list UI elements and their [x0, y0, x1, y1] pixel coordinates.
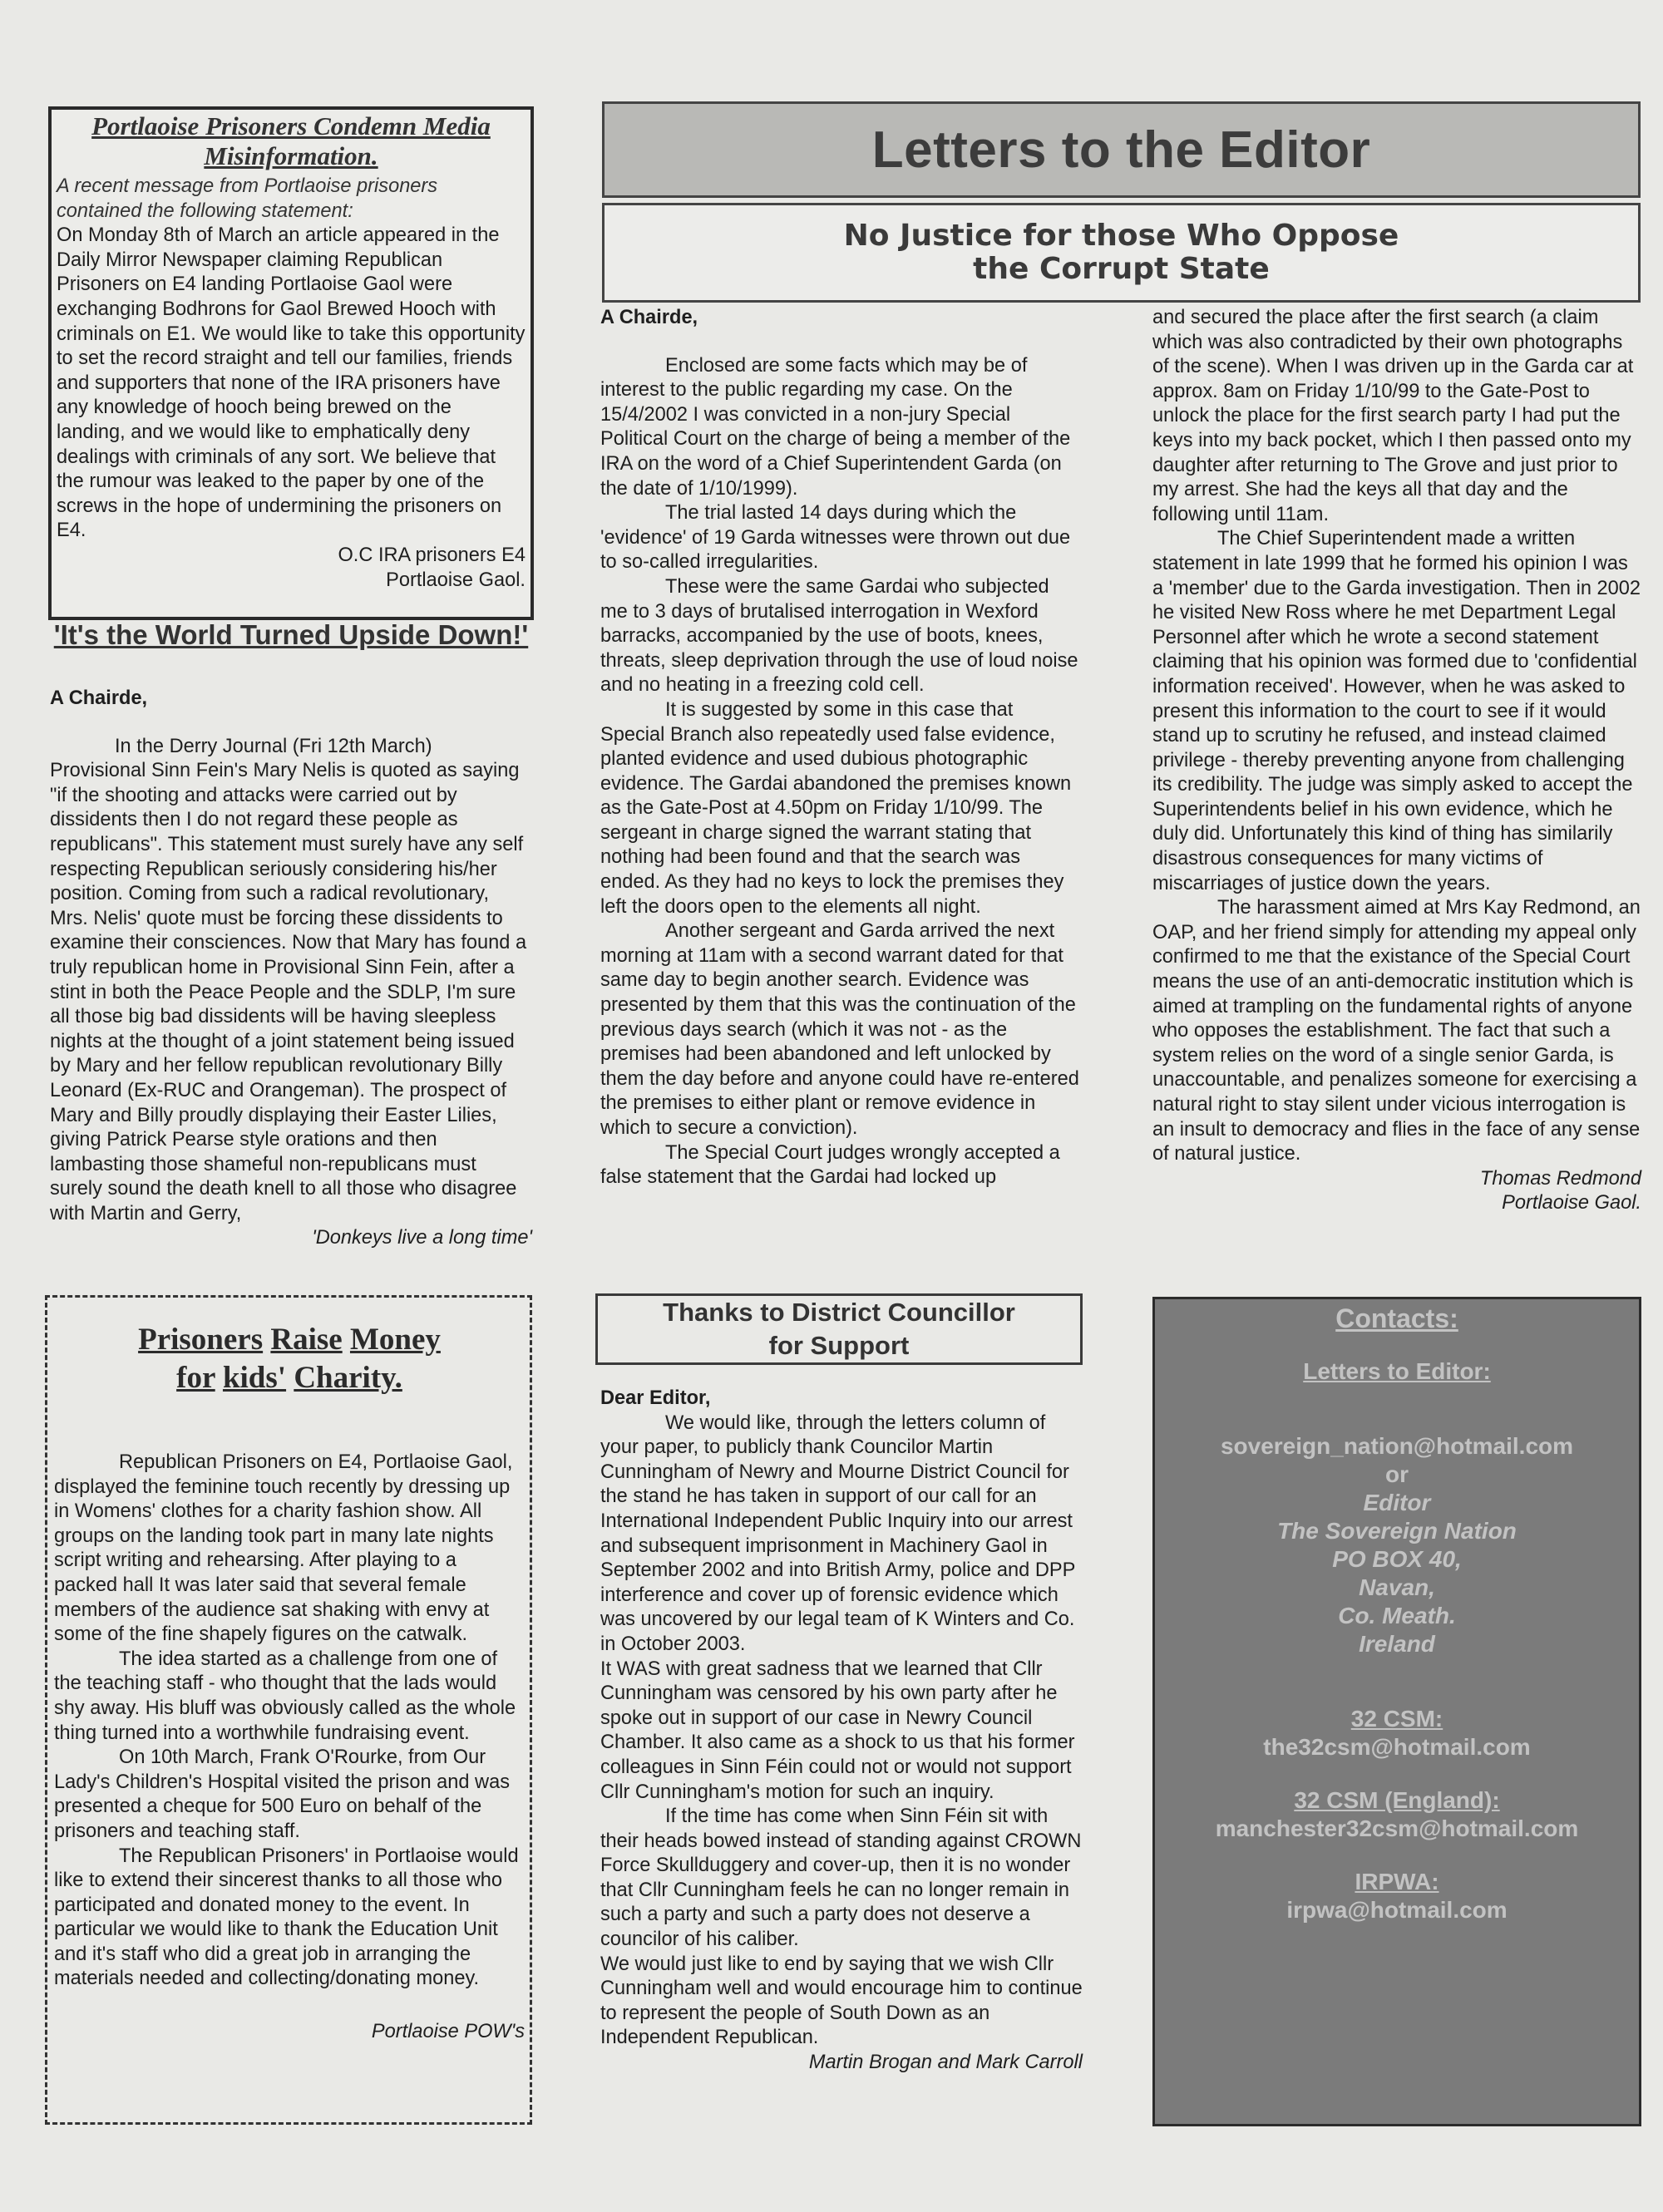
contacts-address-line: PO BOX 40, [1332, 1546, 1462, 1572]
thanks-salutation: Dear Editor, [600, 1387, 711, 1409]
justice-paragraph: The Special Court judges wrongly accepted a false statement that the Gardai had locked up [600, 1141, 1060, 1189]
contacts-address-line: The Sovereign Nation [1277, 1518, 1517, 1544]
letters-to-editor-banner [602, 101, 1641, 198]
contacts-32csm-heading: 32 CSM: [1350, 1706, 1443, 1732]
charity-paragraph: Republican Prisoners on E4, Portlaoise Gaol, displayed the feminine touch recently by dressing up in Womens' clothes for a charity fashion show. All groups on the landing took part in many late nights script writing and rehearsing. After playing to a packed hall It was later said that several female members of the audience sat shaking with envy at some of the fine shapely figures on the catwalk. [54, 1451, 513, 1646]
thanks-signoff: Martin Brogan and Mark Carroll [808, 2052, 1083, 2074]
charity-article-body [54, 1451, 525, 2045]
justice-paragraph: It is suggested by some in this case that Special Branch also repeatedly used false evidence, planted evidence and used dubious photographic evidence. The Gardai abandoned the premises known as the Gate-Post at 4.50pm on Friday 1/10/99. The sergeant in charge signed the warrant stating that nothing had been found and that the search was ended. As they had no keys to lock the premises they left the doors open to the elements all night. [600, 698, 1072, 918]
thanks-paragraph: If the time has come when Sinn Féin sit with their heads bowed instead of standing against CROWN Force Skullduggery and cover-up, then it is no wonder that Cllr Cunningham feels he can no longer remain in such a party and such a party does not deserve a councilor of his caliber. [600, 1806, 1082, 1951]
justice-salutation: A Chairde, [600, 307, 698, 328]
thanks-paragraph: We would just like to end by saying that we wish Cllr Cunningham well and would encourage him to continue to represent the people of South Down as an Independent Republican. [600, 1953, 1083, 2049]
charity-paragraph: On 10th March, Frank O'Rourke, from Our Lady's Children's Hospital visited the prison and was presented a cheque for 500 Euro on behalf of the prisoners and teaching staff. [54, 1746, 511, 1842]
portlaoise-statement-text [57, 175, 526, 593]
contacts-32csm-england-email[interactable]: manchester32csm@hotmail.com [1215, 1815, 1579, 1841]
contacts-irpwa-email[interactable]: irpwa@hotmail.com [1286, 1897, 1508, 1923]
contacts-title: Contacts: [1335, 1303, 1458, 1333]
justice-sig2: Portlaoise Gaol. [1502, 1192, 1641, 1214]
world-paragraph: In the Derry Journal (Fri 12th March) Provisional Sinn Fein's Mary Nelis is quoted as saying "if the shooting and attacks were carried out by dissidents then I do not regard these people as republicans". This statement must surely have any self respecting Republican seriously considering his/her position. Coming from such a radical revolutionary, Mrs. Nelis' quote must be forcing these dissidents to examine their consciences. Now that Mary has found a truly republican home in Provisional Sinn Fein, after a stint in both the Peace People and the SDLP, I'm sure all those big bad dissidents will be having sleepless nights at the thought of a joint statement being issued by Mary and her fellow republican revolutionary Billy Leonard (Ex-RUC and Orangeman). The prospect of Mary and Billy proudly displaying their Easter Lilies, giving Patrick Pearse style orations and then lambasting those shameful non-republicans must surely sound the death knell to all those who disagree with Martin and Gerry, [50, 735, 527, 1224]
thanks-title-line1: Thanks to District Councillor [663, 1298, 1015, 1327]
justice-letter-title [844, 219, 1399, 286]
world-signoff: 'Donkeys live a long time' [312, 1227, 532, 1249]
justice-sig1: Thomas Redmond [1479, 1167, 1641, 1190]
contacts-email-editor[interactable]: sovereign_nation@hotmail.com [1220, 1433, 1574, 1459]
thanks-paragraph: We would like, through the letters column of your paper, to publicly thank Councilor Martin Cunningham of Newry and Mourne District Council for the stand he has taken in support of our call for an International Independent Public Inquiry into our arrest and subsequent imprisonment in Machinery Gaol in September 2002 and into British Army, police and DPP interference and cover up of forensic evidence which was uncovered by our legal team of K Winters and Co. in October 2003. [600, 1411, 1075, 1655]
charity-paragraph: The idea started as a challenge from one of the teaching staff - who thought that the lads would shy away. His bluff was obviously called as the whole thing turned into a worthwhile fundraising event. [54, 1648, 516, 1744]
contacts-32csm-england-heading: 32 CSM (England): [1294, 1787, 1500, 1813]
charity-title-word: kids' [222, 1361, 287, 1395]
charity-title-word: Charity. [294, 1361, 402, 1395]
justice-letter-column-2 [1152, 306, 1641, 1216]
justice-paragraph: The Chief Superintendent made a written statement in late 1999 that he formed his opinion I was a 'member' due to the Garda investigation. Then in 2002 he visited New Ross where he met Department Legal Personnel after which he wrote a second statement claiming that his opinion was formed due to 'confidential information received'. However, when he was asked to present this information to the court to see if it would stand up to scrutiny he refused, and instead claimed privilege - thereby preventing anyone from challenging its credibility. The judge was simply asked to accept the Superintendents belief in his own evidence, which he duly did. Unfortunately this kind of thing has similarily disastrous consequences for many victims of miscarriages of justice down the years. [1152, 528, 1641, 894]
charity-title-word: for [176, 1361, 215, 1395]
charity-title-word: Money [349, 1323, 441, 1357]
thanks-letter-title-box [595, 1293, 1083, 1365]
portlaoise-statement-title: Portlaoise Prisoners Condemn Media Misinformation. [91, 111, 491, 170]
contacts-irpwa-heading: IRPWA: [1355, 1869, 1439, 1894]
justice-paragraph: Enclosed are some facts which may be of interest to the public regarding my case. On the 15/4/2002 I was convicted in a non-jury Special Political Court on the charge of being a member of the IRA on the word of a Chief Superintendent Garda (on the date of 1/10/1999). [600, 354, 1071, 500]
charity-title-word: Prisoners [138, 1323, 264, 1357]
justice-paragraph: These were the same Gardai who subjected me to 3 days of brutalised interrogation in Wexford barracks, accompanied by the use of boots, knees, threats, sleep deprivation through the use of loud noise and no heating in a freezing cold cell. [600, 575, 1078, 697]
contacts-address-line: Navan, [1359, 1574, 1435, 1600]
world-salutation: A Chairde, [50, 687, 148, 709]
letters-to-editor-heading: Letters to the Editor [871, 121, 1371, 179]
world-article-body [50, 687, 532, 1251]
thanks-title-line2: for Support [768, 1331, 910, 1360]
justice-paragraph: Another sergeant and Garda arrived the next morning at 11am with a second warrant dated for that same day to begin another search. Evidence was presented by them that this was the continuation of the previous days search (which it was not - as the premises had been abandoned and left unlocked by them the day before and anyone could have re-entered the premises to either plant or remove evidence in which to secure a conviction). [600, 920, 1079, 1139]
contacts-or: or [1385, 1461, 1409, 1487]
justice-paragraph: The harassment aimed at Mrs Kay Redmond, an OAP, and her friend simply for attending my appeal only confirmed to me that the existance of the Special Court means the use of an anti-democratic institution which is aimed at trampling on the fundamental rights of anyone who opposes the establishment. The fact that such a system relies on the word of a single senior Garda, is unaccountable, and penalizes someone for exercising a natural right to stay silent under vicious interrogation is an insult to democracy and flies in the face of any sense of natural justice. [1152, 897, 1641, 1165]
contacts-address-line: Ireland [1359, 1631, 1435, 1657]
thanks-letter-title [663, 1296, 1015, 1362]
thanks-paragraph: It WAS with great sadness that we learned that Cllr Cunningham was censored by his own party after he spoke out in support of our case in Newry Council Chamber. It also came as a shock to us that his former colleagues in Sinn Féin could not or would not support Cllr Cunningham's motion for such an inquiry. [600, 1658, 1075, 1803]
portlaoise-sig1: O.C IRA prisoners E4 [338, 544, 526, 566]
portlaoise-statement-box [48, 106, 534, 620]
charity-signoff: Portlaoise POW's [371, 2021, 525, 2043]
portlaoise-sig2: Portlaoise Gaol. [386, 569, 526, 591]
charity-title-word: Raise [270, 1323, 343, 1357]
justice-letter-column-1 [600, 306, 1079, 1190]
thanks-letter-body [600, 1387, 1083, 2076]
contacts-32csm-email[interactable]: the32csm@hotmail.com [1263, 1734, 1531, 1760]
world-article-title: 'It's the World Turned Upside Down!' [53, 619, 529, 650]
justice-title-line1: No Justice for those Who Oppose [843, 219, 1399, 253]
justice-paragraph: The trial lasted 14 days during which the 'evidence' of 19 Garda witnesses were thrown out due to so-called irregularities. [600, 502, 1071, 574]
contacts-letters-heading: Letters to Editor: [1303, 1358, 1491, 1384]
portlaoise-intro: A recent message from Portlaoise prisoners contained the following statement: [57, 175, 438, 222]
charity-paragraph: The Republican Prisoners' in Portlaoise would like to extend their sincerest thanks to all those who participated and donated money to the event. In particular we would like to thank the Education Unit and it's staff who did a great job in arranging the materials needed and collecting/donating money. [54, 1845, 519, 1990]
portlaoise-body: On Monday 8th of March an article appeared in the Daily Mirror Newspaper claiming Republican Prisoners on E4 landing Portlaoise Gaol were exchanging Bodhrons for Gaol Brewed Hooch with criminals on E1. We would like to take this opportunity to set the record straight and tell our families, friends and supporters that none of the IRA prisoners have any knowledge of hooch being brewed on the landing, and we would like to emphatically deny dealings with criminals of any sort. We believe that the rumour was leaked to the paper by one of the screws in the hope of undermining the prisoners on E4. [57, 224, 526, 542]
justice-paragraph: and secured the place after the first search (a claim which was also contradicted by their own photographs of the scene). When I was driven up in the Garda car at approx. 8am on Friday 1/10/99 to the Gate-Post to unlock the place for the first search party I had put the keys into my back pocket, which I then passed onto my daughter after returning to The Grove and just prior to my arrest. She had the keys all that day and the following until 11am. [1152, 307, 1634, 525]
contacts-address-line: Co. Meath. [1338, 1603, 1456, 1628]
charity-article-box [45, 1295, 532, 2125]
contacts-box [1152, 1297, 1641, 2126]
justice-letter-title-box [602, 203, 1641, 303]
contacts-address-line: Editor [1363, 1490, 1431, 1515]
charity-article-title [54, 1321, 525, 1397]
justice-title-line2: the Corrupt State [973, 252, 1270, 286]
